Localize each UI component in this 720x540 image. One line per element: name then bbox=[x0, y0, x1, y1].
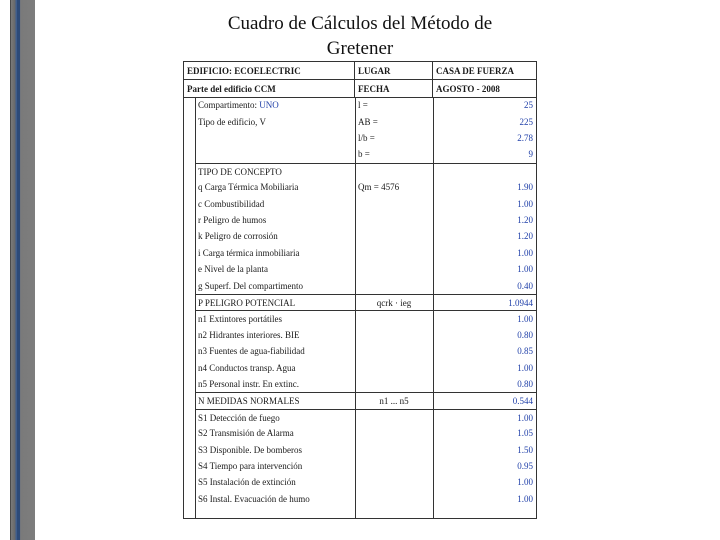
table-row bbox=[195, 294, 536, 311]
table-row bbox=[195, 343, 536, 359]
concept-label bbox=[195, 445, 355, 455]
table-row bbox=[195, 195, 536, 211]
concept-label-text: S2 Transmisión de Alarma bbox=[198, 428, 294, 439]
formula-cell: b = bbox=[358, 149, 370, 160]
gretener-table bbox=[183, 61, 537, 519]
formula-cell: n1 ... n5 bbox=[379, 396, 409, 407]
concept-label-text: S4 Tiempo para intervención bbox=[198, 460, 303, 471]
factor-value: 1.00 bbox=[517, 362, 533, 373]
factor-value: 0.80 bbox=[517, 329, 533, 340]
factor-value: 1.00 bbox=[517, 314, 533, 325]
table-row bbox=[195, 179, 536, 195]
concept-label bbox=[195, 330, 355, 340]
formula-cell: l/b = bbox=[358, 132, 375, 143]
factor-value: 1.00 bbox=[517, 493, 533, 504]
header-row-part bbox=[184, 80, 536, 98]
table-row bbox=[195, 392, 536, 409]
location-label-cell: LUGAR bbox=[355, 62, 433, 79]
table-row bbox=[195, 277, 536, 293]
title-line-1: Cuadro de Cálculos del Método de bbox=[227, 13, 493, 34]
concept-label-text: n1 Extintores portátiles bbox=[198, 314, 282, 325]
concept-label bbox=[195, 379, 355, 389]
table-row bbox=[195, 163, 536, 180]
compartment-value: UNO bbox=[259, 100, 279, 111]
concept-label-text: S3 Disponible. De bomberos bbox=[198, 444, 302, 455]
building-part-cell: Parte del edificio CCM bbox=[184, 80, 355, 97]
factor-value: 9 bbox=[528, 149, 533, 160]
concept-label bbox=[195, 248, 355, 258]
concept-label-text: n5 Personal instr. En extinc. bbox=[198, 378, 299, 389]
table-row bbox=[195, 310, 536, 327]
concept-label-text: n2 Hidrantes interiores. BIE bbox=[198, 329, 300, 340]
table-row bbox=[195, 212, 536, 228]
slide-title bbox=[150, 11, 570, 61]
concept-label bbox=[195, 346, 355, 356]
factor-value: 1.20 bbox=[517, 214, 533, 225]
table-row bbox=[195, 458, 536, 474]
factor-value: 1.50 bbox=[517, 444, 533, 455]
table-row bbox=[195, 474, 536, 490]
concept-label bbox=[195, 363, 355, 373]
table-row bbox=[195, 261, 536, 277]
concept-label-text: r Peligro de humos bbox=[198, 214, 267, 225]
building-name-cell: EDIFICIO: ECOELECTRIC bbox=[184, 62, 355, 79]
table-row bbox=[195, 146, 536, 162]
concept-label-text: e Nivel de la planta bbox=[198, 264, 268, 275]
factor-value: 1.00 bbox=[517, 247, 533, 258]
title-line-2: Gretener bbox=[326, 38, 394, 59]
concept-label bbox=[195, 413, 355, 423]
formula-cell: qcrk · ieg bbox=[376, 297, 412, 308]
factor-value: 0.85 bbox=[517, 346, 533, 357]
concept-label-text: S6 Instal. Evacuación de humo bbox=[198, 493, 310, 504]
factor-value: 225 bbox=[519, 116, 533, 127]
concept-label bbox=[195, 396, 355, 406]
factor-value: 0.95 bbox=[517, 460, 533, 471]
location-value-cell: CASA DE FUERZA bbox=[436, 65, 515, 76]
concept-label-text: g Superf. Del compartimento bbox=[198, 280, 303, 291]
table-row bbox=[195, 130, 536, 146]
concept-label-text: n4 Conductos transp. Agua bbox=[198, 362, 296, 373]
factor-value: 1.00 bbox=[517, 198, 533, 209]
concept-label bbox=[195, 428, 355, 438]
header-row-building bbox=[184, 62, 536, 80]
table-row bbox=[195, 113, 536, 129]
factor-value: 1.05 bbox=[517, 428, 533, 439]
concept-label bbox=[195, 314, 355, 324]
concept-label bbox=[195, 182, 355, 192]
table-row bbox=[195, 245, 536, 261]
concept-label bbox=[195, 117, 355, 127]
concept-label-text: i Carga térmica inmobiliaria bbox=[198, 247, 300, 258]
concept-label-text: P PELIGRO POTENCIAL bbox=[198, 297, 296, 308]
table-row bbox=[195, 425, 536, 441]
slide-decoration-bar bbox=[10, 0, 35, 540]
date-value-cell: AGOSTO - 2008 bbox=[436, 83, 500, 94]
concept-label bbox=[195, 264, 355, 274]
concept-label bbox=[195, 461, 355, 471]
concept-label-text: S5 Instalación de extinción bbox=[198, 477, 296, 488]
formula-cell: l = bbox=[358, 100, 368, 111]
table-body bbox=[184, 97, 536, 518]
concept-label bbox=[195, 199, 355, 209]
table-row bbox=[195, 359, 536, 375]
factor-value: 2.78 bbox=[517, 132, 533, 143]
factor-value: 25 bbox=[524, 100, 533, 111]
concept-label bbox=[195, 298, 355, 308]
concept-label-text: N MEDIDAS NORMALES bbox=[198, 396, 300, 407]
table-row bbox=[195, 228, 536, 244]
concept-label bbox=[195, 167, 355, 177]
factor-value: 1.0944 bbox=[508, 297, 533, 308]
table-row bbox=[195, 409, 536, 426]
table-row bbox=[195, 441, 536, 457]
factor-value: 0.544 bbox=[512, 396, 533, 407]
formula-cell: Qm = 4576 bbox=[358, 182, 400, 193]
concept-label bbox=[195, 215, 355, 225]
concept-label-text: S1 Detección de fuego bbox=[198, 412, 280, 423]
table-row bbox=[195, 97, 536, 113]
table-row bbox=[195, 327, 536, 343]
factor-value: 0.40 bbox=[517, 280, 533, 291]
date-label-cell: FECHA bbox=[355, 80, 433, 97]
table-row bbox=[195, 376, 536, 392]
concept-label bbox=[195, 494, 355, 504]
concept-label-text: Tipo de edificio, V bbox=[198, 116, 267, 127]
concept-label-text: k Peligro de corrosión bbox=[198, 231, 278, 242]
factor-value: 0.80 bbox=[517, 378, 533, 389]
formula-cell: AB = bbox=[358, 116, 378, 127]
factor-value: 1.00 bbox=[517, 264, 533, 275]
factor-value: 1.20 bbox=[517, 231, 533, 242]
concept-label-text: n3 Fuentes de agua-fiabilidad bbox=[198, 346, 305, 357]
concept-label bbox=[195, 100, 355, 110]
concept-label bbox=[195, 281, 355, 291]
concept-label bbox=[195, 231, 355, 241]
table-row bbox=[195, 491, 536, 507]
concept-label-text: Compartimento: bbox=[198, 100, 257, 111]
concept-label bbox=[195, 477, 355, 487]
factor-value: 1.00 bbox=[517, 477, 533, 488]
concept-label-text: q Carga Térmica Mobiliaria bbox=[198, 182, 299, 193]
concept-label-text: c Combustibilidad bbox=[198, 198, 265, 209]
factor-value: 1.90 bbox=[517, 182, 533, 193]
factor-value: 1.00 bbox=[517, 412, 533, 423]
concept-label-text: TIPO DE CONCEPTO bbox=[198, 166, 282, 177]
